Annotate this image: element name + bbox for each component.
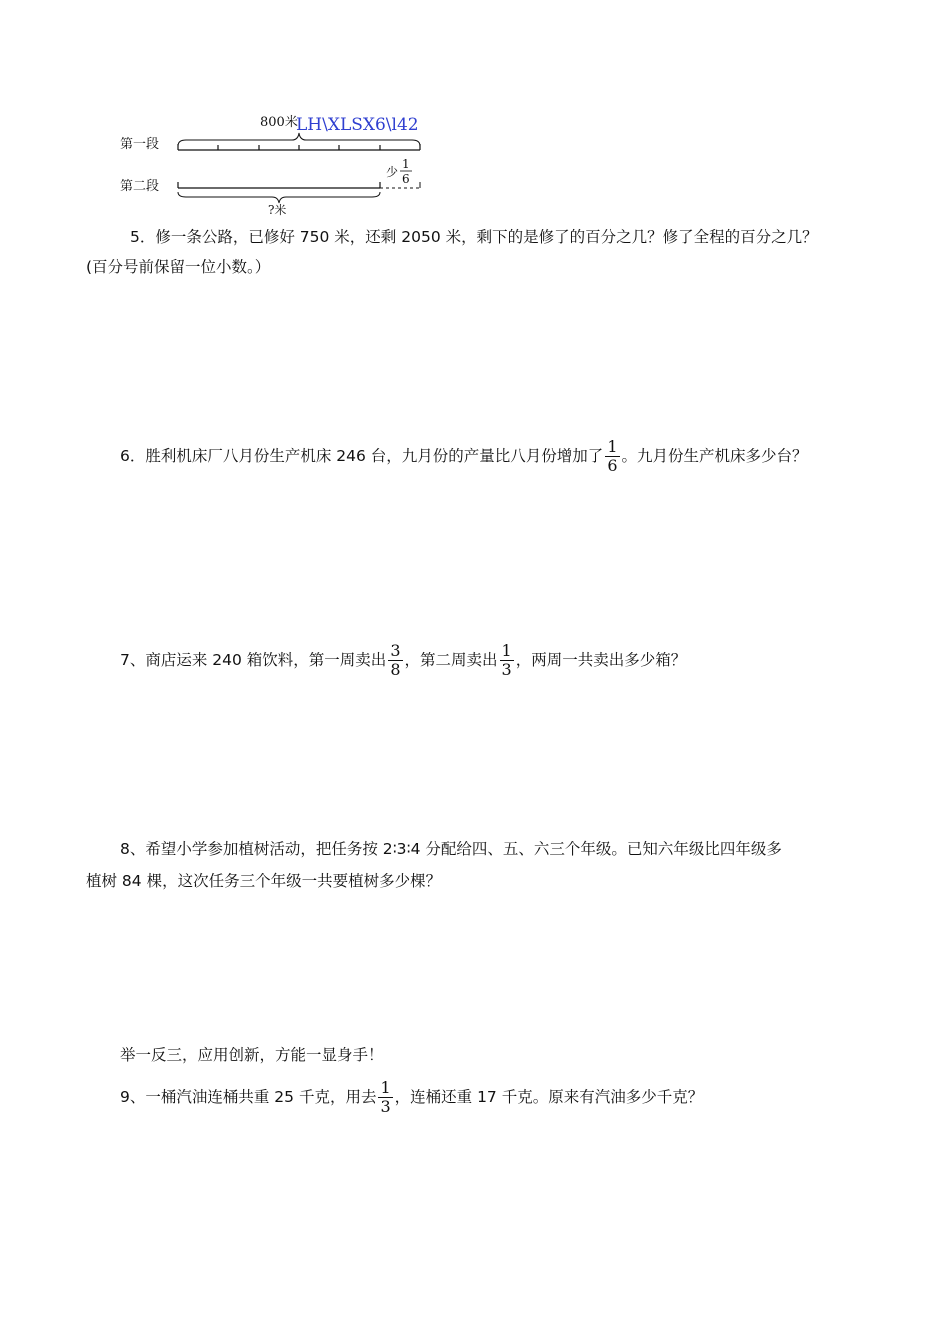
- q7-mid: ，第二周卖出: [404, 651, 498, 669]
- q6-frac-den: 6: [607, 456, 618, 475]
- segment-diagram: [110, 108, 440, 220]
- q9-frac-num: 1: [380, 1078, 391, 1097]
- q7-fraction-1: [388, 642, 402, 679]
- q9-frac-den: 3: [380, 1097, 391, 1116]
- q6-post: 。九月份生产机床多少台？: [621, 447, 808, 465]
- seg2-label: 第二段: [120, 179, 160, 194]
- q7-frac2-den: 3: [501, 660, 512, 679]
- q9-fraction: [378, 1079, 392, 1116]
- q7-frac2-num: 1: [501, 641, 512, 660]
- q5-line2: (百分号前保留一位小数。）: [86, 258, 271, 276]
- q7-frac1-num: 3: [390, 641, 401, 660]
- q7-pre: 7、商店运来 240 箱饮料，第一周卖出: [120, 651, 387, 669]
- q7-post: ，两周一共卖出多少箱？: [515, 651, 687, 669]
- q8-line1: 8、希望小学参加植树活动，把任务按 2∶3∶4 分配给四、五、六三个年级。已知六年级比四年级多: [120, 840, 782, 858]
- q6: [120, 436, 808, 476]
- q9-post: ，连桶还重 17 千克。原来有汽油多少千克？: [394, 1088, 704, 1106]
- less-frac-num: 1: [402, 157, 410, 171]
- q6-pre: 6．胜利机床厂八月份生产机床 246 台，九月份的产量比八月份增加了: [120, 447, 604, 465]
- q9-pre: 9、一桶汽油连桶共重 25 千克，用去: [120, 1088, 377, 1106]
- q7: [120, 640, 686, 680]
- less-frac-den: 6: [402, 172, 410, 186]
- section-heading: 举一反三，应用创新，方能一显身手！: [120, 1046, 384, 1064]
- q6-frac-num: 1: [607, 437, 618, 456]
- q6-fraction: [605, 438, 619, 475]
- bottom-brace: [178, 192, 380, 203]
- seg1-label: 第一段: [120, 137, 160, 152]
- seg1-ticks: [178, 144, 420, 150]
- q8-line2: 植树 84 棵，这次任务三个年级一共要植树多少棵？: [86, 872, 442, 890]
- q9: [120, 1077, 703, 1117]
- less-label: 少: [386, 165, 399, 179]
- q7-frac1-den: 8: [390, 660, 401, 679]
- watermark-text: LH\XLSX6\l42: [296, 115, 419, 135]
- q5-line1: 5．修一条公路，已修好 750 米，还剩 2050 米，剩下的是修了的百分之几？修了全程的百分之几？: [130, 228, 818, 246]
- q7-fraction-2: [500, 642, 514, 679]
- question-label: ?米: [268, 203, 287, 217]
- label-800: 800米: [260, 115, 298, 130]
